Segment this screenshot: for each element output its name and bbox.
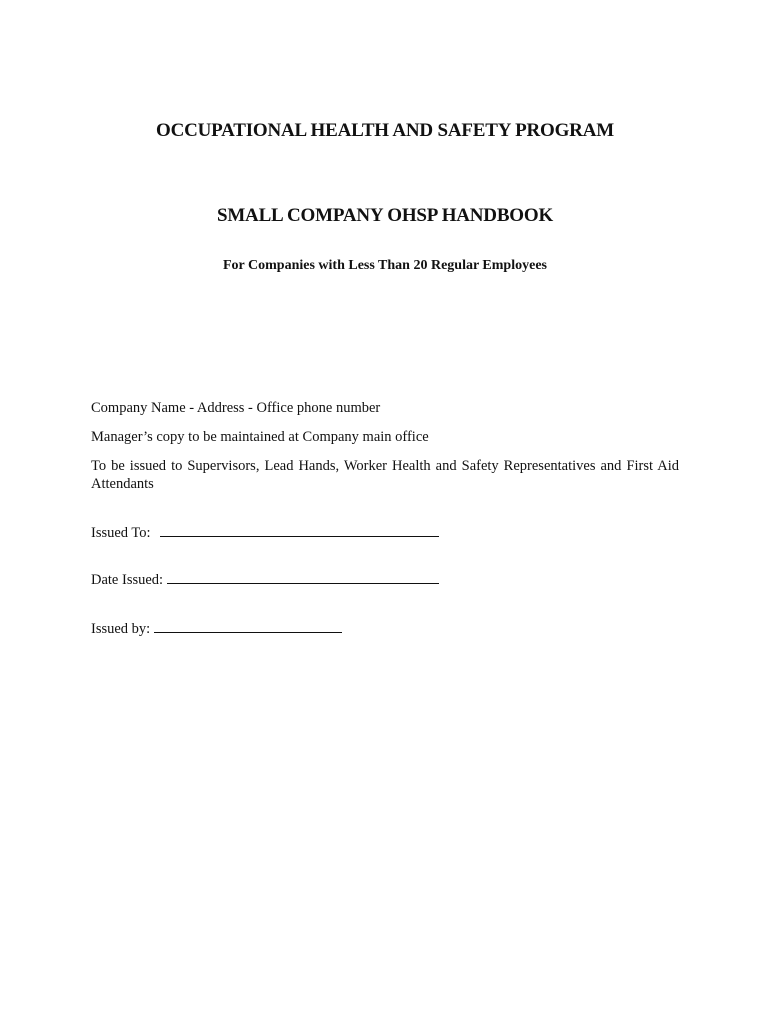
date-issued-blank-line[interactable] [167, 570, 439, 584]
company-info-line: Company Name - Address - Office phone number [91, 400, 381, 416]
issued-to-blank-line[interactable] [160, 523, 439, 537]
date-issued-label: Date Issued: [91, 572, 164, 588]
issued-by-label: Issued by: [91, 621, 151, 637]
date-issued-field [91, 570, 439, 589]
document-subtitle: For Companies with Less Than 20 Regular Employees [223, 258, 547, 273]
distribution-line: To be issued to Supervisors, Lead Hands, Worker Health and Safety Representatives and First Aid Attendants [91, 458, 679, 492]
issued-by-blank-line[interactable] [154, 619, 342, 633]
manager-copy-line: Manager’s copy to be maintained at Company main office [91, 429, 429, 445]
handbook-title: SMALL COMPANY OHSP HANDBOOK [216, 205, 554, 226]
issued-to-label: Issued To: [91, 525, 151, 541]
document-title: OCCUPATIONAL HEALTH AND SAFETY PROGRAM [156, 120, 614, 141]
issued-by-field [91, 619, 342, 638]
issued-to-field [91, 523, 439, 542]
